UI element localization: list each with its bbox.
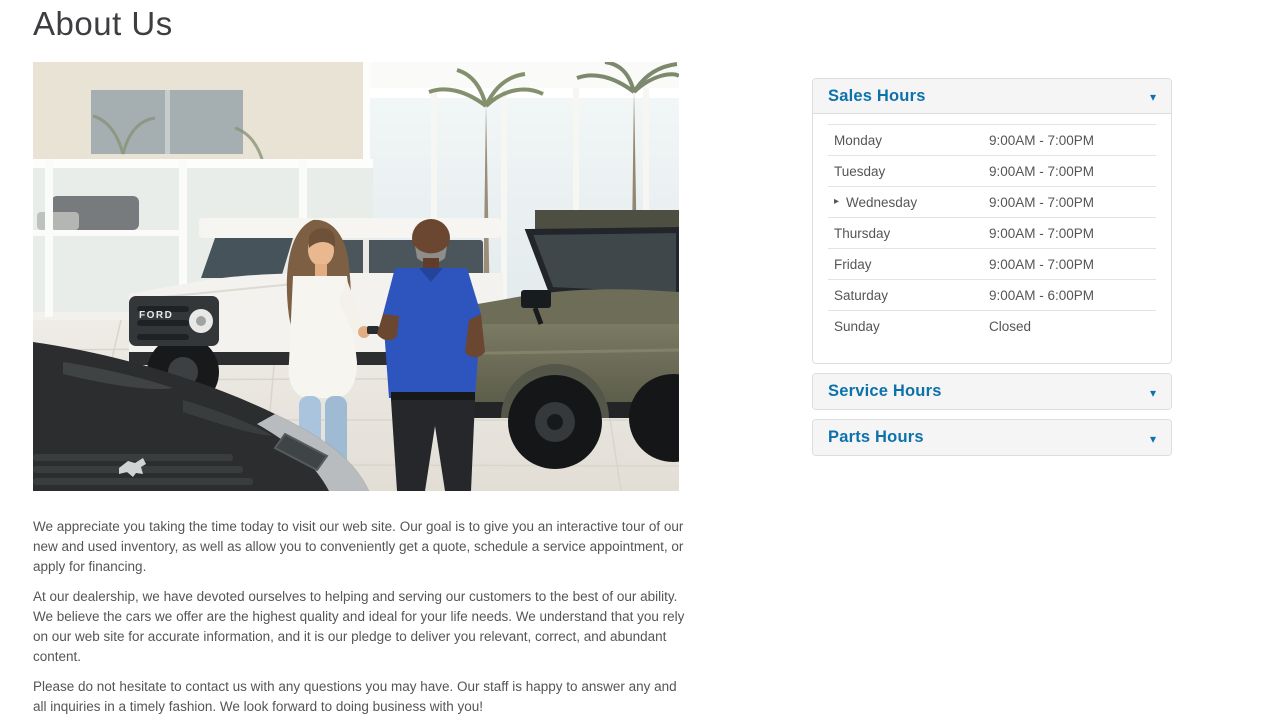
parts-hours-header[interactable] [813, 420, 1171, 455]
chevron-down-icon: ▾ [1149, 90, 1156, 104]
chevron-down-icon: ▾ [1149, 431, 1156, 446]
hours-day: Thursday [834, 225, 891, 241]
hours-row [828, 217, 1156, 248]
sales-hours-body [813, 114, 1171, 363]
about-paragraph: Please do not hesitate to contact us with any questions you may have. Our staff is happy to answer any and all inquiries in a timely fashion. We look forward to doing business with you! [33, 679, 677, 714]
main-content [33, 0, 685, 727]
hours-row [828, 279, 1156, 310]
svg-text:FORD: FORD [139, 310, 174, 321]
hours-day: Sunday [834, 318, 880, 334]
hours-row [828, 248, 1156, 279]
about-paragraph: We appreciate you taking the time today to visit our web site. Our goal is to give you an interactive tour of our new and used inventory, as well as allow you to conveniently get a quote, schedule a service appointment, or apply for financing. [33, 519, 684, 574]
hours-time: 9:00AM - 7:00PM [989, 194, 1095, 210]
hours-row [828, 310, 1156, 341]
service-hours-panel [812, 373, 1172, 410]
hours-day: Monday [834, 132, 883, 148]
sales-hours-title: Sales Hours [828, 86, 926, 105]
hours-row-today [828, 186, 1156, 217]
about-paragraph: At our dealership, we have devoted ourselves to helping and serving our customers to the best of our ability. We believe the cars we offer are the highest quality and ideal for your life needs. We understand that you rely on our web site for accurate information, and it is our pledge to deliver you relevant, correct, and abundant content. [33, 589, 685, 664]
hours-time: 9:00AM - 6:00PM [989, 287, 1095, 303]
hours-time: Closed [989, 318, 1032, 334]
hours-day-label: Wednesday [846, 194, 918, 210]
hours-time: 9:00AM - 7:00PM [989, 132, 1095, 148]
service-hours-title: Service Hours [828, 382, 942, 400]
parts-hours-title: Parts Hours [828, 428, 924, 446]
hours-day [828, 195, 989, 210]
hours-day: Friday [834, 256, 872, 272]
about-text [33, 517, 685, 717]
showroom-photo-illustration [33, 62, 679, 491]
hours-time: 9:00AM - 7:00PM [989, 256, 1095, 272]
hours-sidebar [812, 78, 1172, 464]
hours-time: 9:00AM - 7:00PM [989, 163, 1095, 179]
chevron-down-icon: ▾ [1149, 385, 1156, 400]
hours-day: Tuesday [834, 163, 886, 179]
service-hours-header[interactable] [813, 374, 1171, 409]
hours-row [828, 155, 1156, 186]
showroom-photo [33, 62, 679, 491]
hours-row [828, 124, 1156, 155]
parts-hours-panel [812, 419, 1172, 456]
sales-hours-panel [812, 78, 1172, 364]
hours-time: 9:00AM - 7:00PM [989, 225, 1095, 241]
page-title: About Us [33, 5, 173, 42]
today-marker-icon: ▸ [834, 196, 840, 207]
hours-day: Saturday [834, 287, 889, 303]
sales-hours-header[interactable] [813, 79, 1171, 114]
